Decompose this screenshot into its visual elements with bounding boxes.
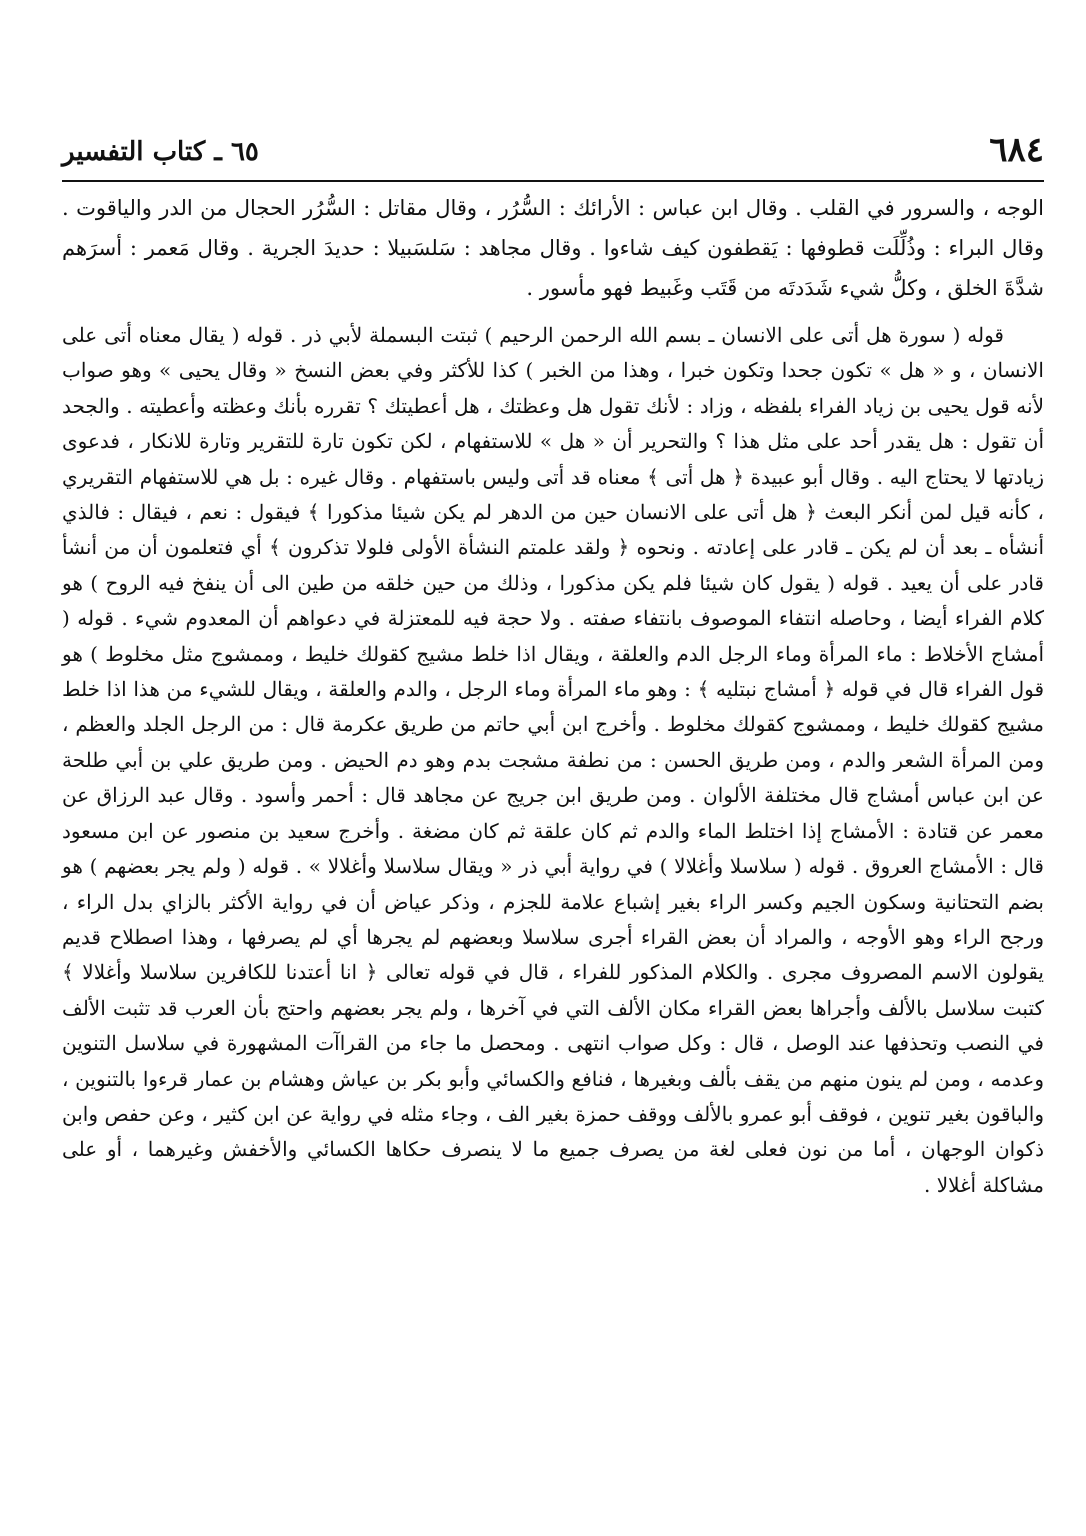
paragraph-commentary: قوله ( سورة هل أتى على الانسان ـ بسم الله الرحمن الرحيم ) ثبتت البسملة لأبي ذر . قوله ( يقال معناه أتى على الانسان ، و « هل » تكون جحدا وتكون خبرا ، وهذا من الخبر ) كذا للأكثر وفي بعض النسخ « وقال يحيى » وهو صواب لأنه قول يحيى بن زياد الفراء بلفظه ، وزاد : لأنك تقول هل وعظتك ، هل أعطيتك ؟ تقرره بأنك وعظته وأعطيته . والجحد أن تقول : هل يقدر أحد على مثل هذا ؟ والتحرير أن « هل » للاستفهام ، لكن تكون تارة للتقرير وتارة للانكار ، فدعوى زيادتها لا يحتاج اليه . وقال أبو عبيدة ﴿ هل أتى ﴾ معناه قد أتى وليس باستفهام . وقال غيره : بل هي للاستفهام التقريري ، كأنه قيل لمن أنكر البعث ﴿ هل أتى على الانسان حين من الدهر لم يكن شيئا مذكورا ﴾ فيقول : نعم ، فيقال : فالذي أنشأه ـ بعد أن لم يكن ـ قادر على إعادته . ونحوه ﴿ ولقد علمتم النشأة الأولى فلولا تذكرون ﴾ أي فتعلمون أن من أنشأ قادر على أن يعيد . قوله ( يقول كان شيئا فلم يكن مذكورا ، وذلك من حين خلقه من طين الى أن ينفخ فيه الروح ) هو كلام الفراء أيضا ، وحاصله انتفاء الموصوف بانتفاء صفته . ولا حجة فيه للمعتزلة في دعواهم أن المعدوم شيء . قوله ( أمشاج الأخلاط : ماء المرأة وماء الرجل الدم والعلقة ، ويقال اذا خلط مشيج كقولك خليط ، وممشوج مثل مخلوط ) هو قول الفراء قال في قوله ﴿ أمشاج نبتليه ﴾ : وهو ماء المرأة وماء الرجل ، والدم والعلقة ، ويقال للشيء من هذا اذا خلط مشيج كقولك خليط ، وممشوج كقولك مخلوط . وأخرج ابن أبي حاتم من طريق عكرمة قال : من الرجل الجلد والعظم ، ومن المرأة الشعر والدم ، ومن طريق الحسن : من نطفة مشجت بدم وهو دم الحيض . ومن طريق علي بن أبي طلحة عن ابن عباس أمشاج قال مختلفة الألوان . ومن طريق ابن جريج عن مجاهد قال : أحمر وأسود . وقال عبد الرزاق عن معمر عن قتادة : الأمشاج إذا اختلط الماء والدم ثم كان علقة ثم كان مضغة . وأخرج سعيد بن منصور عن ابن مسعود قال : الأمشاج العروق . قوله ( سلاسلا وأغلالا ) في رواية أبي ذر « ويقال سلاسلا وأغلالا » . قوله ( ولم يجر بعضهم ) هو بضم التحتانية وسكون الجيم وكسر الراء بغير إشباع علامة للجزم ، وذكر عياض أن في رواية الأكثر بالزاي بدل الراء ، ورجح الراء وهو الأوجه ، والمراد أن بعض القراء أجرى سلاسلا وبعضهم لم يجرها أي لم يصرفها ، وهذا اصطلاح قديم يقولون الاسم المصروف مجرى . والكلام المذكور للفراء ، قال في قوله تعالى ﴿ انا أعتدنا للكافرين سلاسلا وأغلالا ﴾ كتبت سلاسل بالألف وأجراها بعض القراء مكان الألف التي في آخرها ، ولم يجر بعضهم واحتج بأن العرب قد تثبت الألف في النصب وتحذفها عند الوصل ، قال : وكل صواب انتهى . ومحصل ما جاء من القراآت المشهورة في سلاسل التنوين وعدمه ، ومن لم ينون منهم من يقف بألف وبغيرها ، فنافع والكسائي وأبو بكر بن عياش وهشام بن عمار قرءوا بالتنوين ، والباقون بغير تنوين ، فوقف أبو عمرو بالألف ووقف حمزة بغير الف ، وجاء مثله في رواية عن ابن كثير ، وعن حفص وابن ذكوان الوجهان ، أما من نون فعلى لغة من يصرف جميع ما لا ينصرف حكاها الكسائي والأخفش وغيرهما ، أو على مشاكلة أغلالا . xyxy=(62,323,1045,1197)
page-header xyxy=(62,128,1044,180)
body-text xyxy=(62,188,1044,1203)
book-title: ٦٥ ـ كتاب التفسير xyxy=(62,137,259,167)
header-rule xyxy=(62,180,1044,182)
document-page xyxy=(62,128,1044,1508)
page-number: ٦٨٤ xyxy=(989,130,1044,170)
paragraph-quotations: الوجه ، والسرور في القلب . وقال ابن عباس : الأرائك : السُّرُر ، وقال مقاتل : السُّرُر الحجال من الدر والياقوت . وقال البراء : وذُلِّلَت قطوفها : يَقطفون كيف شاءوا . وقال مجاهد : سَلسَبيلا : حديدَ الجرية . وقال مَعمر : أسرَهم شدَّةَ الخلق ، وكلُّ شيء شَدَدتَه من قَتَب وغَبيط فهو مأسور . xyxy=(62,196,1044,300)
